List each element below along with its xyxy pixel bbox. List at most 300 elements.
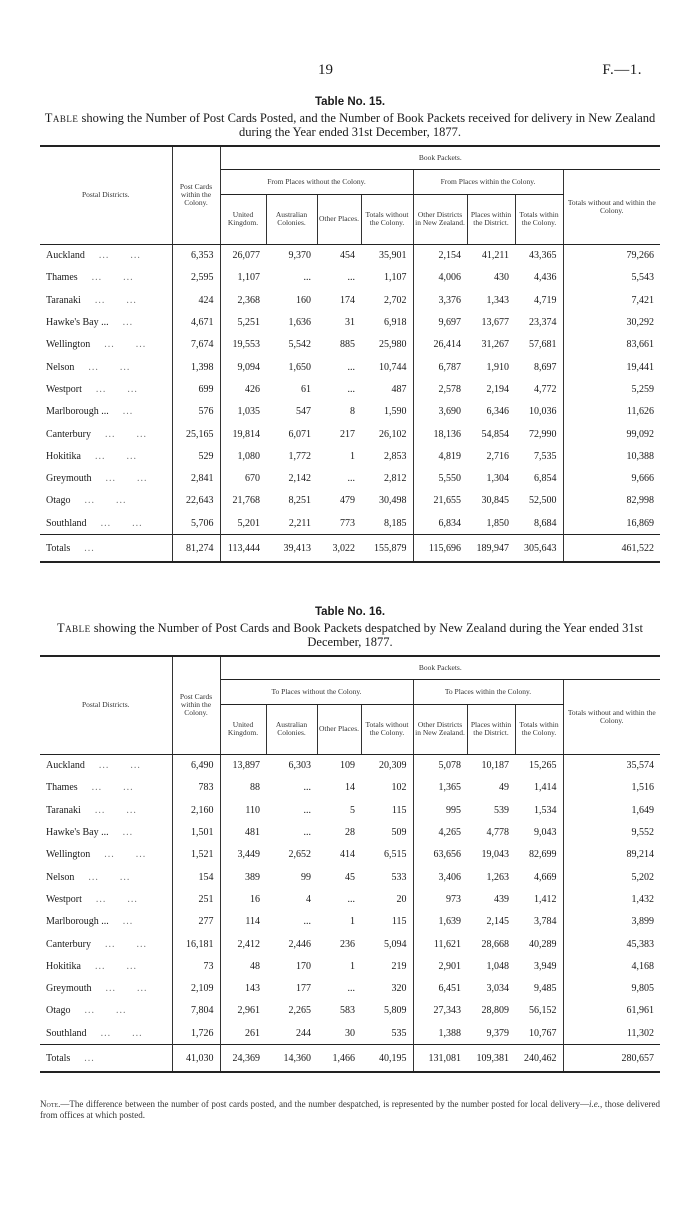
table-15-label: Table No. 15. [314, 96, 386, 108]
value-cell: 28,809 [481, 1005, 509, 1017]
district-name: Hokitika [46, 960, 81, 972]
value-cell: 5,094 [361, 933, 413, 955]
table-15-section [40, 96, 660, 563]
value-cell: 189,947 [467, 535, 515, 563]
value-cell: 1,398 [172, 356, 220, 378]
value-cell: 11,302 [626, 1027, 655, 1039]
district-cell [40, 955, 172, 977]
leader-dots: ... ... [100, 1027, 143, 1039]
district-name: Taranaki [46, 294, 81, 306]
district-name: Auckland [46, 250, 85, 262]
value-cell: 8 [350, 406, 355, 418]
table-row [40, 334, 660, 356]
value-cell: 219 [361, 955, 413, 977]
value-cell: 240,462 [515, 1045, 563, 1073]
value-cell: 9,043 [515, 821, 563, 843]
totals-label-cell [40, 535, 172, 563]
leader-dots: ... ... [95, 960, 137, 972]
table-row [40, 311, 660, 333]
value-cell: 1 [350, 960, 355, 972]
district-name: Westport [46, 893, 82, 905]
value-cell: 102 [361, 777, 413, 799]
leader-dots: ... [84, 542, 95, 554]
value-cell: 389 [245, 871, 260, 883]
value-cell: 1,263 [486, 871, 509, 883]
value-cell: 2,578 [438, 383, 461, 395]
value-cell: 99 [301, 871, 311, 883]
district-name: Nelson [46, 361, 75, 373]
value-cell: 699 [172, 378, 220, 400]
value-cell: 320 [361, 977, 413, 999]
value-cell: 7,804 [172, 1000, 220, 1022]
district-name: Southland [46, 517, 87, 529]
value-cell: 115,696 [413, 535, 467, 563]
value-cell: 10,187 [481, 760, 509, 772]
value-cell: 2,194 [486, 383, 509, 395]
value-cell: 3,406 [438, 871, 461, 883]
value-cell: 20 [361, 888, 413, 910]
district-name: Canterbury [46, 428, 91, 440]
value-cell: 110 [245, 804, 260, 816]
value-cell: 547 [296, 406, 311, 418]
value-cell: 30 [345, 1027, 355, 1039]
value-cell: 1,365 [438, 782, 461, 794]
value-cell: 5,259 [631, 383, 655, 395]
leader-dots: ... ... [94, 294, 137, 306]
leader-dots: ... ... [100, 517, 143, 529]
value-cell: 155,879 [361, 535, 413, 563]
district-name: Wellington [46, 849, 91, 861]
value-cell: 5,251 [237, 317, 260, 329]
value-cell: 35,574 [626, 760, 655, 772]
header-australian-colonies: Australian Colonies. [266, 194, 317, 244]
leader-dots: ... ... [105, 428, 147, 440]
value-cell: 5 [350, 804, 355, 816]
district-cell [40, 977, 172, 999]
district-cell [40, 467, 172, 489]
value-cell: 2,368 [237, 294, 260, 306]
value-cell: 61,961 [626, 1005, 655, 1017]
leader-dots: ... ... [95, 383, 138, 395]
table-16-title-text: showing the Number of Post Cards and Book Packets despatched by New Zealand during the Year ended 31st December, 1877. [93, 621, 643, 649]
value-cell: 72,990 [515, 423, 563, 445]
value-cell: 82,699 [515, 844, 563, 866]
value-cell: 6,834 [438, 517, 461, 529]
value-cell: 1,107 [361, 267, 413, 289]
value-cell: 426 [245, 383, 260, 395]
value-cell: 26,414 [433, 339, 461, 351]
value-cell: 11,626 [626, 406, 655, 418]
value-cell: 52,500 [515, 490, 563, 512]
leader-dots: ... ... [88, 361, 131, 373]
header-other-places: Other Places. [317, 194, 361, 244]
table-row [40, 977, 660, 999]
value-cell: 2,412 [237, 938, 260, 950]
header-other-districts: Other Districts in New Zealand. [413, 194, 467, 244]
header-other-places: Other Places. [317, 704, 361, 754]
value-cell: 509 [361, 821, 413, 843]
table-row [40, 445, 660, 467]
value-cell: 9,552 [631, 827, 655, 839]
value-cell: 1,516 [631, 782, 655, 794]
value-cell: 13,677 [481, 317, 509, 329]
table-row [40, 490, 660, 512]
value-cell: 43,365 [515, 244, 563, 267]
header-totals-within: Totals within the Colony. [515, 194, 563, 244]
leader-dots: ... [84, 1052, 95, 1064]
value-cell: 39,413 [266, 535, 317, 563]
value-cell: ... [347, 361, 355, 373]
value-cell: 19,553 [232, 339, 260, 351]
value-cell: 461,522 [563, 535, 660, 563]
value-cell: 7,674 [172, 334, 220, 356]
value-cell: 1 [350, 450, 355, 462]
value-cell: 61 [301, 383, 311, 395]
value-cell: 9,094 [237, 361, 260, 373]
table-row [40, 844, 660, 866]
value-cell: 26,102 [361, 423, 413, 445]
district-cell [40, 844, 172, 866]
value-cell: 63,656 [433, 849, 461, 861]
header-book-packets: Book Packets. [220, 146, 660, 169]
value-cell: 277 [172, 911, 220, 933]
value-cell: 5,542 [288, 339, 311, 351]
value-cell: 73 [172, 955, 220, 977]
table-row [40, 401, 660, 423]
value-cell: 6,353 [172, 244, 220, 267]
value-cell: 9,697 [438, 317, 461, 329]
value-cell: 25,165 [172, 423, 220, 445]
value-cell: 1,414 [515, 777, 563, 799]
value-cell: 6,346 [486, 406, 509, 418]
value-cell: 1,035 [237, 406, 260, 418]
value-cell: 4,006 [438, 272, 461, 284]
leader-dots: ... ... [98, 250, 141, 262]
district-name: Greymouth [46, 983, 92, 995]
header-postal-districts: Postal Districts. [40, 656, 172, 754]
leader-dots: ... ... [105, 938, 147, 950]
value-cell: 1,388 [438, 1027, 461, 1039]
value-cell: 1,534 [515, 799, 563, 821]
table-16-title-lead: Table [57, 621, 91, 635]
value-cell: 56,152 [515, 1000, 563, 1022]
table-15-title [40, 111, 660, 139]
value-cell: 26,077 [232, 250, 260, 262]
district-cell [40, 799, 172, 821]
value-cell: 539 [494, 804, 509, 816]
leader-dots: ... ... [95, 893, 138, 905]
value-cell: 1,048 [486, 960, 509, 972]
table-row [40, 866, 660, 888]
value-cell: 2,652 [288, 849, 311, 861]
district-cell [40, 866, 172, 888]
value-cell: 7,421 [631, 294, 655, 306]
value-cell: 2,160 [172, 799, 220, 821]
leader-dots: ... ... [94, 804, 137, 816]
value-cell: 6,451 [438, 983, 461, 995]
table-16-section [40, 606, 660, 1073]
district-name: Nelson [46, 871, 75, 883]
value-cell: 25,980 [361, 334, 413, 356]
header-grand-totals: Totals without and within the Colony. [563, 679, 660, 754]
table-row [40, 244, 660, 267]
value-cell: ... [303, 782, 311, 794]
value-cell: 251 [172, 888, 220, 910]
value-cell: 40,289 [515, 933, 563, 955]
value-cell: 3,449 [237, 849, 260, 861]
value-cell: 57,681 [515, 334, 563, 356]
value-cell: 5,543 [631, 272, 655, 284]
value-cell: 41,030 [172, 1045, 220, 1073]
value-cell: 5,550 [438, 473, 461, 485]
value-cell: 583 [340, 1005, 355, 1017]
value-cell: 9,485 [515, 977, 563, 999]
value-cell: 89,214 [626, 849, 655, 861]
header-book-packets: Book Packets. [220, 656, 660, 679]
value-cell: 244 [296, 1027, 311, 1039]
value-cell: 670 [245, 473, 260, 485]
table-row [40, 467, 660, 489]
value-cell: 177 [296, 983, 311, 995]
value-cell: 2,812 [361, 467, 413, 489]
value-cell: 109 [340, 760, 355, 772]
value-cell: 16,181 [172, 933, 220, 955]
value-cell: 115 [361, 799, 413, 821]
header-united-kingdom: United Kingdom. [220, 194, 266, 244]
table-16-label: Table No. 16. [314, 606, 386, 618]
value-cell: 2,145 [486, 916, 509, 928]
totals-row [40, 1045, 660, 1073]
table-row [40, 512, 660, 535]
table-row [40, 1022, 660, 1045]
district-cell [40, 267, 172, 289]
value-cell: 3,899 [631, 916, 655, 928]
value-cell: 81,274 [172, 535, 220, 563]
value-cell: 5,202 [631, 871, 655, 883]
value-cell: 1,521 [172, 844, 220, 866]
value-cell: 1,343 [486, 294, 509, 306]
value-cell: 49 [499, 782, 509, 794]
value-cell: 21,768 [232, 495, 260, 507]
value-cell: 1,590 [361, 401, 413, 423]
value-cell: 24,369 [220, 1045, 266, 1073]
value-cell: 885 [340, 339, 355, 351]
value-cell: 19,043 [481, 849, 509, 861]
value-cell: 4,265 [438, 827, 461, 839]
value-cell: 1,726 [172, 1022, 220, 1045]
value-cell: 414 [340, 849, 355, 861]
value-cell: 4,719 [515, 289, 563, 311]
value-cell: 22,643 [172, 490, 220, 512]
value-cell: 3,949 [515, 955, 563, 977]
value-cell: 2,961 [237, 1005, 260, 1017]
value-cell: 45,383 [626, 938, 655, 950]
value-cell: 45 [345, 871, 355, 883]
district-name: Hokitika [46, 450, 81, 462]
value-cell: 1,910 [486, 361, 509, 373]
leader-dots: ... ... [104, 339, 147, 351]
value-cell: 2,211 [288, 517, 311, 529]
table-row [40, 777, 660, 799]
value-cell: 1,466 [317, 1045, 361, 1073]
totals-row [40, 535, 660, 563]
district-name: Auckland [46, 760, 85, 772]
district-name: Wellington [46, 339, 91, 351]
leader-dots: ... ... [88, 871, 131, 883]
value-cell: 4,778 [486, 827, 509, 839]
table-row [40, 378, 660, 400]
value-cell: 109,381 [467, 1045, 515, 1073]
district-name: Hawke's Bay ... [46, 827, 109, 839]
district-cell [40, 888, 172, 910]
value-cell: 4,669 [515, 866, 563, 888]
value-cell: ... [347, 983, 355, 995]
page-header [0, 62, 700, 82]
value-cell: 4,168 [631, 960, 655, 972]
value-cell: 14 [345, 782, 355, 794]
header-united-kingdom: United Kingdom. [220, 704, 266, 754]
value-cell: 10,744 [361, 356, 413, 378]
value-cell: 113,444 [220, 535, 266, 563]
value-cell: 481 [245, 827, 260, 839]
value-cell: 20,309 [361, 754, 413, 777]
value-cell: 1,636 [288, 317, 311, 329]
table-row [40, 356, 660, 378]
value-cell: 83,661 [626, 339, 655, 351]
value-cell: 2,154 [438, 250, 461, 262]
value-cell: 21,655 [433, 495, 461, 507]
leader-dots: ... [122, 827, 134, 839]
header-group-within: From Places within the Colony. [413, 169, 563, 194]
table-row [40, 821, 660, 843]
district-cell [40, 911, 172, 933]
value-cell: 31,267 [481, 339, 509, 351]
value-cell: 8,684 [515, 512, 563, 535]
value-cell: 5,201 [237, 517, 260, 529]
header-other-districts: Other Districts in New Zealand. [413, 704, 467, 754]
value-cell: ... [303, 272, 311, 284]
table-row [40, 933, 660, 955]
header-places-within: Places within the District. [467, 704, 515, 754]
leader-dots: ... ... [105, 473, 148, 485]
district-name: Westport [46, 383, 82, 395]
leader-dots: ... ... [104, 849, 147, 861]
value-cell: 99,092 [626, 428, 655, 440]
table-16-title [40, 621, 660, 649]
page-reference: F.—1. [602, 62, 642, 78]
value-cell: 18,136 [433, 428, 461, 440]
value-cell: 5,078 [438, 760, 461, 772]
value-cell: 1,850 [486, 517, 509, 529]
value-cell: 439 [494, 893, 509, 905]
value-cell: 454 [340, 250, 355, 262]
district-cell [40, 334, 172, 356]
value-cell: 217 [340, 428, 355, 440]
value-cell: 16 [250, 893, 260, 905]
value-cell: 6,490 [172, 754, 220, 777]
value-cell: 2,841 [172, 467, 220, 489]
district-cell [40, 821, 172, 843]
value-cell: 2,901 [438, 960, 461, 972]
value-cell: ... [347, 383, 355, 395]
value-cell: 19,441 [626, 361, 655, 373]
value-cell: 4,671 [172, 311, 220, 333]
district-name: Canterbury [46, 938, 91, 950]
value-cell: 1,772 [288, 450, 311, 462]
value-cell: ... [303, 804, 311, 816]
value-cell: 1,080 [237, 450, 260, 462]
value-cell: 11,621 [433, 938, 461, 950]
value-cell: 174 [340, 294, 355, 306]
value-cell: 35,901 [361, 244, 413, 267]
table-15 [40, 145, 660, 563]
table-row [40, 289, 660, 311]
value-cell: 14,360 [266, 1045, 317, 1073]
value-cell: 23,374 [515, 311, 563, 333]
value-cell: 1,649 [631, 804, 655, 816]
value-cell: 4 [306, 893, 311, 905]
district-cell [40, 1000, 172, 1022]
value-cell: 6,303 [288, 760, 311, 772]
value-cell: 2,595 [172, 267, 220, 289]
value-cell: 1,501 [172, 821, 220, 843]
value-cell: ... [347, 473, 355, 485]
value-cell: 6,515 [361, 844, 413, 866]
district-name: Marlborough ... [46, 406, 109, 418]
value-cell: 9,805 [631, 983, 655, 995]
value-cell: 4,772 [515, 378, 563, 400]
value-cell: 115 [361, 911, 413, 933]
footnote-text-b: , those delivered from offices at which posted. [40, 1099, 660, 1120]
value-cell: 15,265 [515, 754, 563, 777]
value-cell: 1,650 [288, 361, 311, 373]
value-cell: 1,304 [486, 473, 509, 485]
value-cell: 3,034 [486, 983, 509, 995]
value-cell: 2,853 [361, 445, 413, 467]
value-cell: 576 [172, 401, 220, 423]
district-cell [40, 423, 172, 445]
value-cell: 5,809 [361, 1000, 413, 1022]
value-cell: ... [303, 916, 311, 928]
value-cell: 82,998 [626, 495, 655, 507]
district-cell [40, 244, 172, 267]
value-cell: 3,784 [515, 911, 563, 933]
district-cell [40, 754, 172, 777]
value-cell: 40,195 [361, 1045, 413, 1073]
value-cell: 28 [345, 827, 355, 839]
value-cell: ... [303, 827, 311, 839]
value-cell: 8,251 [288, 495, 311, 507]
value-cell: 430 [494, 272, 509, 284]
table-row [40, 754, 660, 777]
totals-label: Totals [46, 542, 71, 554]
leader-dots: ... [122, 916, 134, 928]
district-cell [40, 311, 172, 333]
header-totals-without: Totals without the Colony. [361, 704, 413, 754]
value-cell: 8,185 [361, 512, 413, 535]
leader-dots: ... [122, 406, 134, 418]
district-cell [40, 289, 172, 311]
value-cell: 533 [361, 866, 413, 888]
value-cell: 487 [361, 378, 413, 400]
district-name: Marlborough ... [46, 916, 109, 928]
value-cell: 261 [245, 1027, 260, 1039]
district-name: Southland [46, 1027, 87, 1039]
district-cell [40, 401, 172, 423]
value-cell: 4,436 [515, 267, 563, 289]
table-row [40, 267, 660, 289]
value-cell: 8,697 [515, 356, 563, 378]
